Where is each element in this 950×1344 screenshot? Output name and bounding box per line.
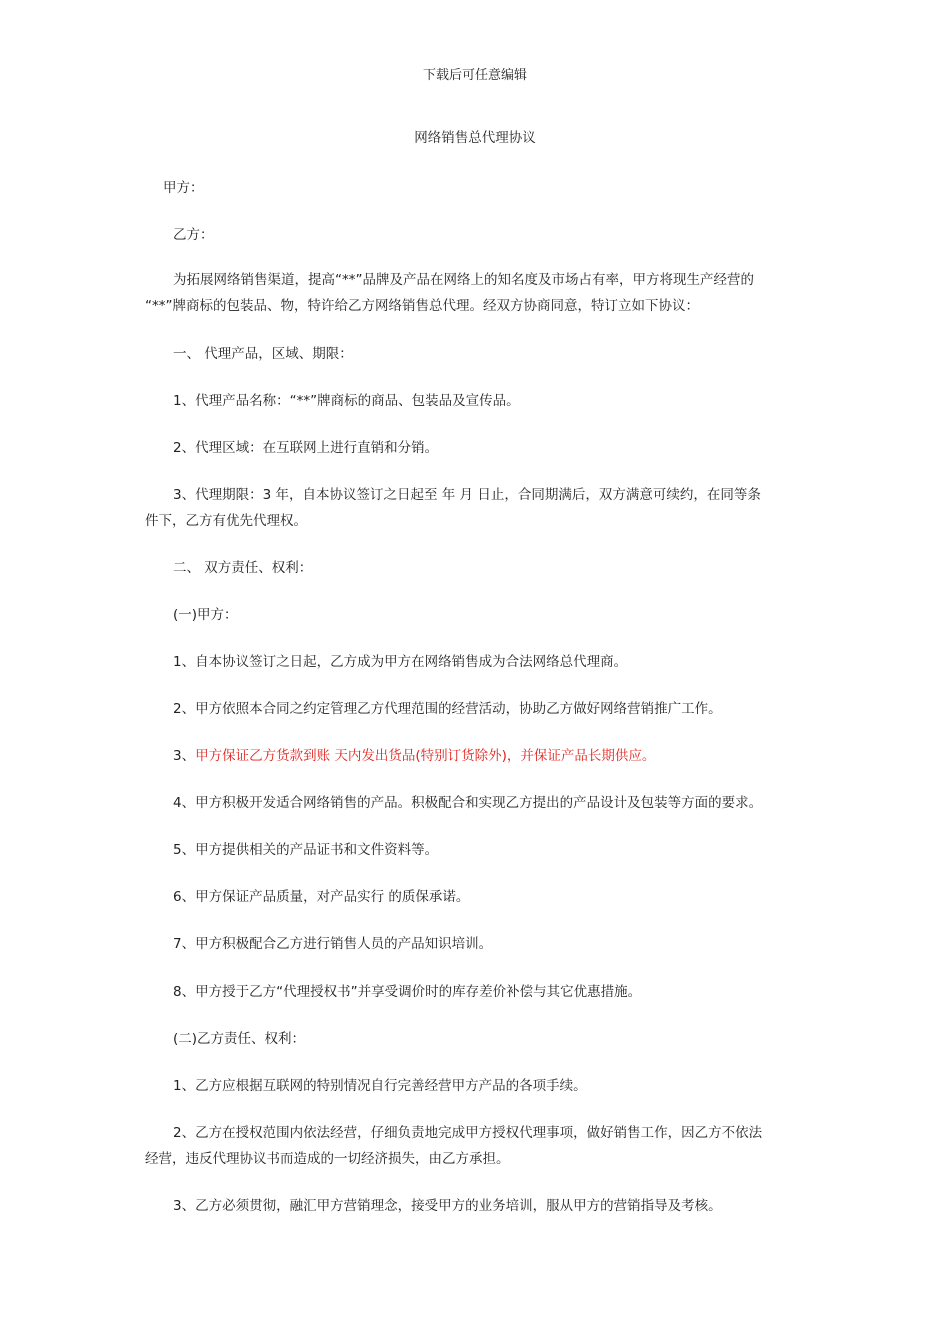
party-a-item-8: 8、甲方授于乙方“代理授权书”并享受调价时的库存差价补偿与其它优惠措施。 xyxy=(173,984,642,1000)
party-a-item-4: 4、甲方积极开发适合网络销售的产品。积极配合和实现乙方提出的产品设计及包装等方面的要求。 xyxy=(173,795,763,811)
party-b-item-3: 3、乙方必须贯彻，融汇甲方营销理念，接受甲方的业务培训，服从甲方的营销指导及考核。 xyxy=(173,1198,722,1214)
page-title: 网络销售总代理协议 xyxy=(414,130,536,146)
party-a-item-7: 7、甲方积极配合乙方进行销售人员的产品知识培训。 xyxy=(173,936,493,952)
party-b-label: 乙方： xyxy=(173,227,214,243)
party-a-item-3 xyxy=(145,744,838,768)
intro-line-2: “**”牌商标的包装品、物，特许给乙方网络销售总代理。经双方协商同意，特订立如下协议： xyxy=(145,298,699,314)
party-a-subheading: (一)甲方： xyxy=(173,607,238,623)
header-note: 下载后可任意编辑 xyxy=(422,68,527,83)
party-a-item-3-number: 3、 xyxy=(173,748,196,764)
section-1-item-1: 1、代理产品名称：“**”牌商标的商品、包装品及宣传品。 xyxy=(173,393,520,409)
intro-line-1: 为拓展网络销售渠道，提高“**”品牌及产品在网络上的知名度及市场占有率，甲方将现生产经营的 xyxy=(173,272,754,288)
party-a-item-6: 6、甲方保证产品质量，对产品实行 的质保承诺。 xyxy=(173,889,470,905)
party-a-item-2: 2、甲方依照本合同之约定管理乙方代理范围的经营活动，协助乙方做好网络营销推广工作。 xyxy=(173,701,722,717)
section-1-item-2: 2、代理区域：在互联网上进行直销和分销。 xyxy=(173,440,439,456)
party-b-item-2-line-2: 经营，违反代理协议书而造成的一切经济损失，由乙方承担。 xyxy=(145,1151,510,1167)
section-1-heading: 一、 代理产品，区域、期限： xyxy=(173,346,353,362)
section-1-item-3-line-1: 3、代理期限：3 年，自本协议签订之日起至 年 月 日止，合同期满后，双方满意可续约，在同等条 xyxy=(173,487,761,503)
party-b-subheading: (二)乙方责任、权利： xyxy=(173,1031,306,1047)
section-2-heading: 二、 双方责任、权利： xyxy=(173,560,313,576)
party-a-label: 甲方： xyxy=(163,180,204,196)
party-a-item-3-highlight: 甲方保证乙方货款到账 天内发出货品(特别订货除外)，并保证产品长期供应。 xyxy=(195,748,656,764)
section-1-item-3-line-2: 件下，乙方有优先代理权。 xyxy=(145,513,307,529)
party-b-item-2-line-1: 2、乙方在授权范围内依法经营，仔细负责地完成甲方授权代理事项，做好销售工作，因乙方不依法 xyxy=(173,1125,763,1141)
party-a-item-5: 5、甲方提供相关的产品证书和文件资料等。 xyxy=(173,842,439,858)
party-a-item-1: 1、自本协议签订之日起，乙方成为甲方在网络销售成为合法网络总代理商。 xyxy=(173,654,628,670)
party-b-item-1: 1、乙方应根据互联网的特别情况自行完善经营甲方产品的各项手续。 xyxy=(173,1078,587,1094)
